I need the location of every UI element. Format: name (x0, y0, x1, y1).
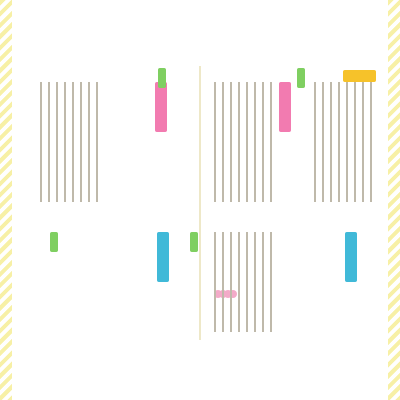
text-column (96, 82, 98, 202)
text-column (314, 82, 316, 202)
text-column (56, 82, 58, 202)
text-column (338, 82, 340, 202)
title-tag-text (343, 70, 376, 82)
text-column (330, 82, 332, 202)
green-tag-bottom-right (50, 232, 58, 252)
text-column (270, 232, 272, 332)
text-column (238, 232, 240, 332)
text-column (246, 82, 248, 202)
text-column (214, 232, 216, 332)
text-column (254, 82, 256, 202)
text-column (238, 82, 240, 202)
text-column (72, 82, 74, 202)
text-column (64, 82, 66, 202)
green-tag-bottom-left (190, 232, 198, 252)
text-column (80, 82, 82, 202)
chapter-2-block (345, 232, 357, 282)
text-column (346, 82, 348, 202)
text-column (262, 232, 264, 332)
green-tag-top-left (297, 68, 305, 88)
text-column (222, 82, 224, 202)
chapter-3-block (155, 82, 167, 132)
right-stripe (388, 0, 400, 400)
chapter-1-block (279, 82, 291, 132)
green-tag-top-right (158, 68, 166, 88)
text-column (262, 82, 264, 202)
text-column (214, 82, 216, 202)
text-column (230, 232, 232, 332)
text-column (270, 82, 272, 202)
left-stripe (0, 0, 12, 400)
page-spine (199, 66, 201, 340)
chapter-4-block (157, 232, 169, 282)
text-column (354, 82, 356, 202)
text-column (254, 232, 256, 332)
text-column (362, 82, 364, 202)
text-column (322, 82, 324, 202)
text-column (40, 82, 42, 202)
text-column (230, 82, 232, 202)
text-column (48, 82, 50, 202)
text-column (246, 232, 248, 332)
text-column (88, 82, 90, 202)
text-column (222, 232, 224, 332)
text-column (370, 82, 372, 202)
